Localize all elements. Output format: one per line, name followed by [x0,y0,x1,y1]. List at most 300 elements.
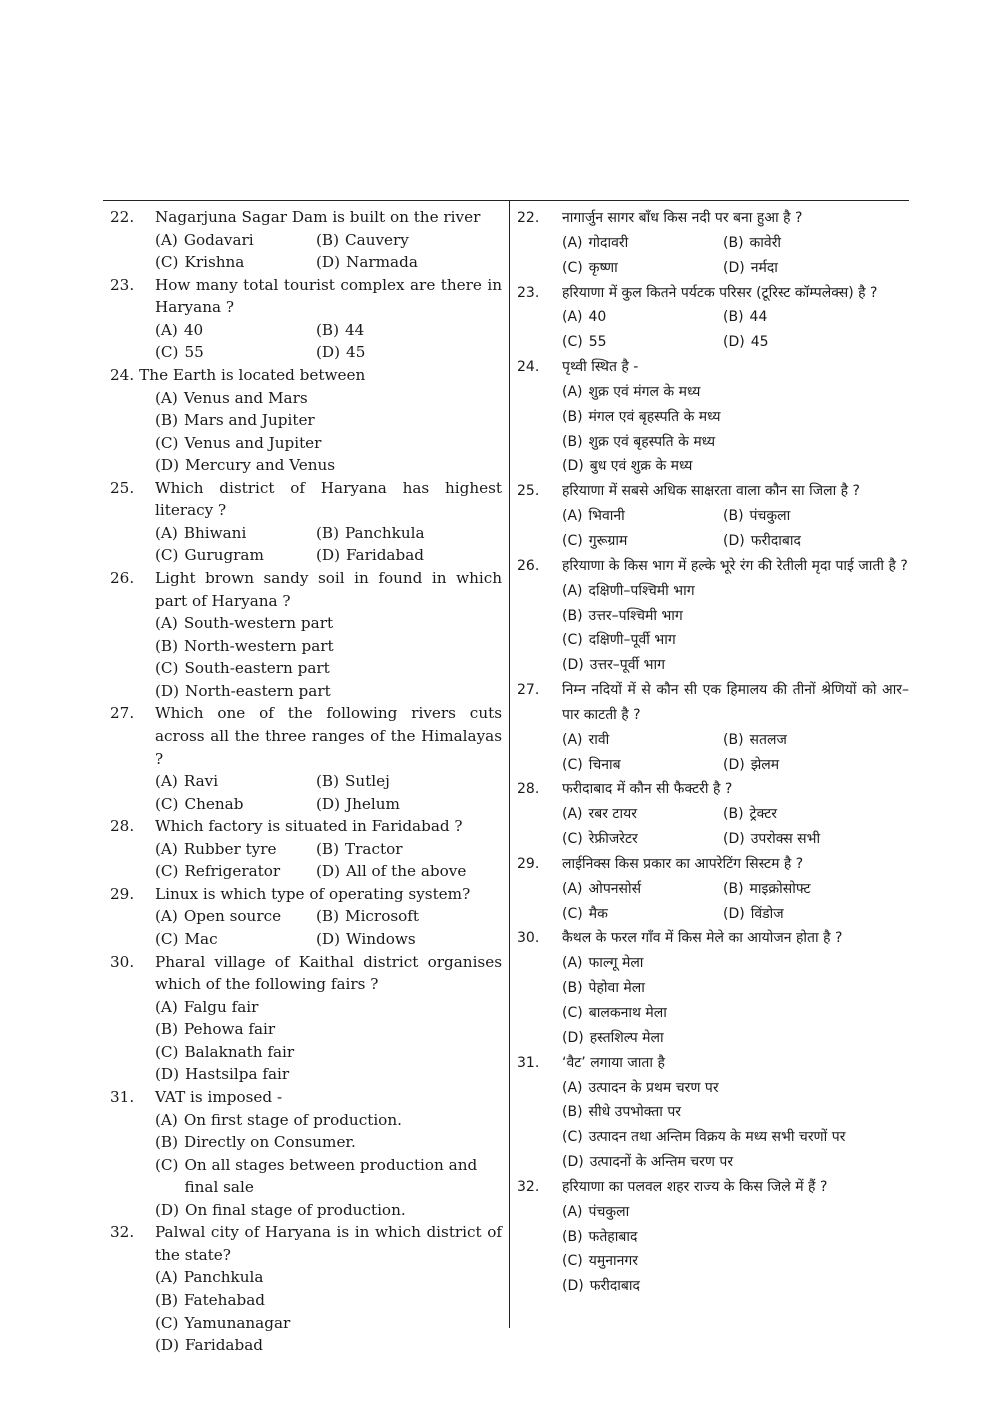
option-text: North-western part [184,636,334,655]
question-text: Linux is which type of operating system? [155,884,471,903]
option-label: (A) [155,614,178,633]
option-text: बालकनाथ मेला [588,1005,667,1021]
option-label: (C) [562,259,583,276]
option-text: On first stage of production. [183,1110,402,1129]
option-text: Cauvery [345,230,409,249]
option-label: (C) [155,433,179,452]
option-b [316,770,502,793]
option-text: दक्षिणी–पूर्वी भाग [588,632,676,649]
option-text: 55 [588,334,607,351]
option-text: Open source [183,907,282,926]
question-header [110,1221,502,1266]
options-list [562,877,909,927]
question-32 [110,1221,502,1356]
option-b [723,305,909,330]
option-text: Hastsilpa fair [185,1065,290,1084]
option-label: (A) [562,806,583,823]
option-text: 55 [184,343,204,362]
option-text: Balaknath fair [184,1042,295,1061]
option-c [155,341,316,364]
option-b [316,319,502,342]
option-d [723,529,909,554]
option-text: उत्तर–पश्चिमी भाग [588,607,683,624]
option-c [562,753,723,778]
option-text: नर्मदा [750,259,778,276]
question-25 [110,477,502,567]
option-label: (D) [562,1029,584,1046]
option-c [155,1312,502,1335]
option-label: (C) [155,253,179,272]
option-label: (C) [155,343,179,362]
option-text: गोदावरी [588,234,629,251]
option-label: (A) [562,582,583,599]
question-text: हरियाणा में कुल कितने पर्यटक परिसर (टूरिस्ट कॉम्पलेक्स) है ? [562,284,878,301]
option-text: Venus and Jupiter [184,433,322,452]
option-a [562,380,909,405]
question-27 [517,678,909,777]
option-text: रबर टायर [588,806,637,823]
question-header [517,1051,909,1076]
options-list [562,728,909,778]
options-list [562,1076,909,1175]
option-c [562,330,723,355]
question-text: Which district of Haryana has highest literacy ? [155,478,502,520]
option-d [316,341,502,364]
option-text: Bhiwani [183,523,247,542]
question-text: लाईनिक्स किस प्रकार का आपरेटिंग सिस्टम है ? [562,855,804,872]
question-text: हरियाणा का पलवल शहर राज्य के किस जिले में हैं ? [562,1178,828,1195]
option-text: Faridabad [346,546,424,565]
option-label: (D) [562,1278,584,1295]
option-label: (B) [723,731,744,748]
option-label: (B) [155,1020,179,1039]
option-text: मंगल एवं बृहस्पति के मध्य [588,408,721,425]
option-text: Fatehabad [184,1291,266,1309]
option-a [155,770,316,793]
option-label: (A) [562,383,583,400]
question-header [110,206,502,229]
option-label: (A) [155,320,178,339]
question-header [517,281,909,306]
option-text: Krishna [184,253,245,272]
option-d [155,680,502,703]
option-text: Faridabad [185,1336,263,1355]
question-25 [517,479,909,554]
option-label: (B) [316,772,340,791]
option-c [155,928,316,951]
option-text: विंडोज [750,905,784,922]
option-label: (D) [562,657,584,674]
option-label: (A) [562,731,583,748]
option-label: (D) [723,756,745,773]
option-text: Panchkula [183,1268,264,1287]
option-label: (C) [155,794,179,813]
question-text: Which factory is situated in Faridabad ? [155,817,463,836]
option-label: (B) [562,1104,583,1121]
option-label: (D) [316,546,341,565]
option-label: (A) [155,230,178,249]
option-label: (A) [155,1110,178,1129]
options-list [155,319,502,364]
option-c [562,1125,909,1150]
question-text: हरियाणा के किस भाग में हल्के भूरे रंग की रेतीली मृदा पाई जाती है ? [562,557,908,574]
option-text: On final stage of production. [185,1200,406,1219]
option-label: (D) [562,1154,584,1171]
options-list [562,305,909,355]
option-text: माइक्रोसोफ्ट [749,880,811,897]
option-text: South-western part [183,614,334,633]
option-text: ओपनसोर्स [588,880,642,897]
option-a [562,802,723,827]
option-label: (C) [155,1155,179,1174]
option-label: (D) [316,794,341,813]
option-text: 45 [750,334,769,351]
question-30 [110,951,502,1086]
question-header [110,1086,502,1109]
option-label: (A) [155,839,178,858]
option-text: फरीदाबाद [589,1278,640,1295]
option-c [155,1041,502,1064]
question-number: 25. [110,478,135,497]
option-text: पंचकुला [749,508,791,525]
option-text: Pehowa fair [184,1020,276,1039]
option-label: (D) [155,1200,180,1219]
english-column [110,206,502,1357]
option-b [562,1225,909,1250]
question-23 [110,274,502,364]
options-list [155,770,502,815]
option-text: 45 [346,343,366,362]
option-label: (D) [723,334,745,351]
option-label: (C) [562,1005,583,1021]
option-label: (A) [155,997,178,1016]
option-text: सीधे उपभोक्ता पर [588,1104,682,1121]
option-d [316,251,502,274]
option-label: (B) [562,980,583,997]
option-text: भिवानी [588,508,625,525]
option-text: उत्पादन के प्रथम चरण पर [588,1079,719,1096]
option-text: फरीदाबाद [750,532,801,549]
question-header [110,815,502,838]
option-b [316,838,502,861]
option-text: Ravi [183,772,219,791]
option-d [155,1334,502,1357]
option-c [155,657,502,680]
options-list [155,387,502,477]
option-b [316,229,502,252]
option-text: Narmada [346,253,418,272]
option-label: (C) [562,532,583,549]
option-a [562,951,909,976]
question-text: फरीदाबाद में कौन सी फैक्टरी है ? [562,781,733,798]
option-text: झेलम [750,756,780,773]
option-text: पेहोवा मेला [588,980,645,997]
option-label: (A) [562,1079,583,1096]
question-header [110,567,502,612]
question-number: 32. [517,1178,540,1195]
question-number: 24. [517,359,540,376]
option-b [316,522,502,545]
question-number: 27. [517,682,540,699]
question-header [110,477,502,522]
question-29 [110,883,502,951]
option-label: (B) [316,907,340,926]
option-text: Tractor [345,839,403,858]
option-label: (C) [562,905,583,922]
option-a [562,877,723,902]
option-text: Panchkula [345,523,425,542]
question-number: 28. [110,817,135,836]
option-c [562,827,723,852]
option-label: (D) [316,862,341,881]
option-label: (B) [316,839,340,858]
option-label: (C) [562,1253,583,1270]
column-divider [509,201,510,1328]
option-text: Mercury and Venus [185,456,336,475]
option-label: (B) [562,1228,583,1245]
option-label: (A) [562,1203,583,1220]
question-text: Palwal city of Haryana is in which district of the state? [155,1223,502,1264]
option-a [562,504,723,529]
option-b [155,1289,502,1312]
option-text: शुक्र एवं मंगल के मध्य [588,383,701,400]
option-text: उपरोक्स सभी [750,831,821,848]
option-a [155,996,502,1019]
option-label: (C) [562,1129,583,1146]
option-d [155,1063,502,1086]
option-b [155,635,502,658]
option-d [562,454,909,479]
option-d [723,827,909,852]
option-label: (C) [155,930,179,948]
option-label: (D) [155,681,180,700]
option-label: (B) [316,320,340,339]
option-b [723,728,909,753]
options-list [562,504,909,554]
question-number: 30. [110,952,135,971]
option-text: Chenab [184,794,244,813]
question-header [517,926,909,951]
option-c [562,1249,909,1274]
option-a [562,231,723,256]
options-list [562,802,909,852]
option-text: मैक [588,905,608,922]
options-list [155,905,502,950]
option-text: Sutlej [345,772,390,791]
question-number: 25. [517,483,540,500]
option-label: (B) [723,234,744,251]
option-label: (D) [316,253,341,272]
option-text: यमुनानगर [588,1253,638,1270]
option-text: Mars and Jupiter [184,411,315,430]
option-c [562,1001,909,1026]
question-header [517,777,909,802]
question-number: 32. [110,1223,135,1242]
option-label: (A) [562,508,583,525]
options-list [562,1200,909,1299]
question-header [517,206,909,231]
option-label: (D) [723,532,745,549]
question-text: ‘वैट’ लगाया जाता है [562,1054,665,1071]
option-text: शुक्र एवं बृहस्पति के मध्य [588,433,716,450]
option-b [723,802,909,827]
question-30 [517,926,909,1050]
option-text: Mac [184,930,218,948]
option-label: (D) [316,930,341,948]
option-label: (D) [155,456,180,475]
option-a [155,905,316,928]
option-text: North-eastern part [185,681,331,700]
question-text: How many total tourist complex are there in Haryana ? [155,275,502,317]
option-text: Jhelum [346,794,400,813]
option-label: (B) [316,523,340,542]
option-d [723,902,909,927]
option-d [562,1026,909,1051]
option-text: 44 [749,309,768,326]
options-list [155,229,502,274]
option-label: (C) [562,334,583,351]
question-text: Nagarjuna Sagar Dam is built on the river [155,208,481,226]
option-d [155,454,502,477]
option-c [155,251,316,274]
question-number: 22. [517,210,540,226]
question-text: कैथल के फरल गाँव में किस मेले का आयोजन होता है ? [562,930,843,947]
question-24 [110,364,502,477]
question-28 [517,777,909,852]
option-a [155,387,502,410]
option-text: बुध एवं शुक्र के मध्य [589,458,693,475]
question-number: 22. [110,208,135,226]
option-label: (B) [723,880,744,897]
option-text: Rubber tyre [183,839,277,858]
option-d [562,653,909,678]
top-rule [103,200,909,201]
question-header [110,883,502,906]
options-list [155,522,502,567]
option-text: रावी [588,731,610,748]
question-number: 31. [110,1087,135,1106]
option-label: (C) [155,546,179,565]
option-c [562,256,723,281]
question-text: निम्न नदियों में से कौन सी एक हिमालय की तीनों श्रेणियों को आर–पार काटती है ? [562,682,909,723]
option-text: कावेरी [749,234,782,251]
option-text: सतलज [749,731,787,748]
option-label: (C) [562,831,583,848]
question-number: 27. [110,704,135,723]
question-24 [517,355,909,479]
question-26 [110,567,502,702]
option-label: (A) [562,880,583,897]
question-number: 29. [110,884,135,903]
options-list [562,231,909,281]
options-list [562,579,909,678]
option-label: (D) [155,1065,180,1084]
option-c [155,793,316,816]
option-label: (B) [316,230,340,249]
question-number: 24. [110,365,135,384]
option-a [155,1109,502,1132]
option-b [562,976,909,1001]
option-b [316,905,502,928]
option-label: (A) [155,388,178,407]
options-list [155,996,502,1086]
option-c [155,432,502,455]
question-text: Which one of the following rivers cuts across all the three ranges of the Himalayas ? [155,704,502,768]
option-text: Yamunanagar [184,1313,291,1332]
option-text: Windows [346,930,416,948]
option-label: (C) [562,756,583,773]
question-22 [517,206,909,281]
question-header [517,678,909,728]
option-label: (A) [562,309,583,326]
question-number: 23. [517,284,540,301]
option-label: (B) [562,408,583,425]
option-c [155,544,316,567]
option-text: Microsoft [345,907,419,926]
option-text: गुरूग्राम [588,532,628,549]
option-text: हस्तशिल्प मेला [589,1029,664,1046]
question-text: नागार्जुन सागर बाँध किस नदी पर बना हुआ है ? [562,210,803,226]
option-d [316,544,502,567]
option-text: South-eastern part [184,659,330,678]
question-29 [517,852,909,927]
question-text: हरियाणा में सबसे अधिक साक्षरता वाला कौन सा जिला है ? [562,483,860,500]
option-label: (B) [562,433,583,450]
option-text: All of the above [346,862,467,881]
option-text: उत्तर–पूर्वी भाग [589,657,665,674]
option-b [723,231,909,256]
question-number: 31. [517,1054,540,1071]
option-label: (D) [155,1336,180,1355]
options-list [155,612,502,702]
question-27 [110,702,502,815]
option-text: पंचकुला [588,1203,630,1220]
option-text: On all stages between production and final sale [184,1155,478,1197]
option-b [723,877,909,902]
option-text: फतेहाबाद [588,1228,638,1245]
question-header [517,852,909,877]
option-label: (D) [723,905,745,922]
question-header [517,554,909,579]
option-label: (D) [723,259,745,276]
option-text: ट्रेक्टर [749,806,777,823]
options-list [155,1266,502,1356]
question-header [110,702,502,770]
question-text: The Earth is located between [139,365,366,384]
option-a [562,579,909,604]
option-d [316,793,502,816]
question-32 [517,1175,909,1299]
option-a [155,1266,502,1289]
hindi-column [517,206,909,1299]
option-label: (C) [155,1042,179,1061]
question-header [110,274,502,319]
option-label: (B) [155,636,179,655]
option-text: Falgu fair [183,997,259,1016]
option-label: (B) [723,508,744,525]
option-text: चिनाब [588,756,621,773]
option-label: (D) [316,343,341,362]
option-text: Venus and Mars [183,388,308,407]
option-a [562,728,723,753]
option-c [155,1154,502,1199]
question-header [110,951,502,996]
option-a [155,319,316,342]
question-number: 26. [110,569,135,587]
question-28 [110,815,502,883]
option-a [562,1200,909,1225]
option-d [562,1150,909,1175]
